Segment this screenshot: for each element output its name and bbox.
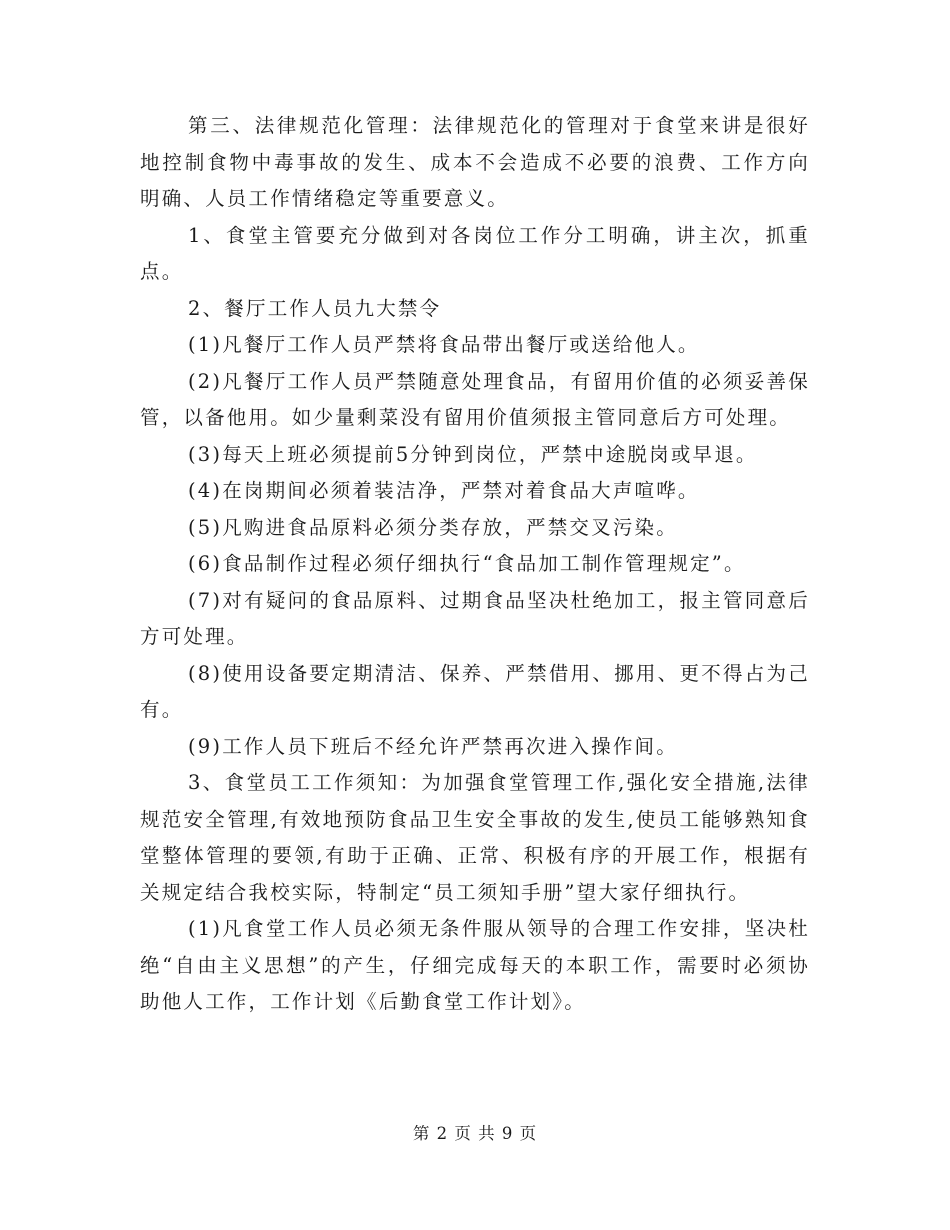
paragraph-legal-management: 第三、法律规范化管理：法律规范化的管理对于食堂来讲是很好地控制食物中毒事故的发生、成本不会造成不必要的浪费、工作方向明确、人员工作情绪稳定等重要意义。 [140, 114, 810, 210]
paragraph-rule-3: (3)每天上班必须提前5分钟到岗位，严禁中途脱岗或早退。 [188, 442, 758, 466]
paragraph-item-2: 2、餐厅工作人员九大禁令 [188, 296, 442, 320]
document-body [140, 108, 810, 1021]
paragraph-rule-8: (8)使用设备要定期清洁、保养、严禁借用、挪用、更不得占为己有。 [140, 661, 810, 721]
page-number-footer: 第 2 页 共 9 页 [412, 1124, 538, 1143]
paragraph-rule-2: (2)凡餐厅工作人员严禁随意处理食品，有留用价值的必须妥善保管，以备他用。如少量剩菜没有留用价值须报主管同意后方可处理。 [140, 369, 810, 429]
paragraph-rule-1: (1)凡餐厅工作人员严禁将食品带出餐厅或送给他人。 [188, 333, 700, 356]
paragraph-staff-rule-1: (1)凡食堂工作人员必须无条件服从领导的合理工作安排，坚决杜绝“自由主义思想”的产生，仔细完成每天的本职工作，需要时必须协助他人工作，工作计划《后勤食堂工作计划》。 [140, 917, 810, 1013]
paragraph-rule-7: (7)对有疑问的食品原料、过期食品坚决杜绝加工，报主管同意后方可处理。 [140, 588, 810, 648]
paragraph-rule-5: (5)凡购进食品原料必须分类存放，严禁交叉污染。 [188, 515, 678, 539]
paragraph-item-3: 3、食堂员工工作须知：为加强食堂管理工作,强化安全措施,法律规范安全管理,有效地预防食品卫生安全事故的发生,使员工能够熟知食堂整体管理的要领,有助于正确、正常、积极有序的开展工作，根据有关规定结合我校实际，特制定“员工须知手册”望大家仔细执行。 [140, 771, 810, 904]
paragraph-rule-6: (6)食品制作过程必须仔细执行“食品加工制作管理规定”。 [188, 552, 746, 575]
paragraph-item-1: 1、食堂主管要充分做到对各岗位工作分工明确，讲主次，抓重点。 [140, 223, 810, 283]
paragraph-rule-9: (9)工作人员下班后不经允许严禁再次进入操作间。 [188, 734, 678, 758]
paragraph-rule-4: (4)在岗期间必须着装洁净，严禁对着食品大声喧哗。 [188, 479, 700, 502]
